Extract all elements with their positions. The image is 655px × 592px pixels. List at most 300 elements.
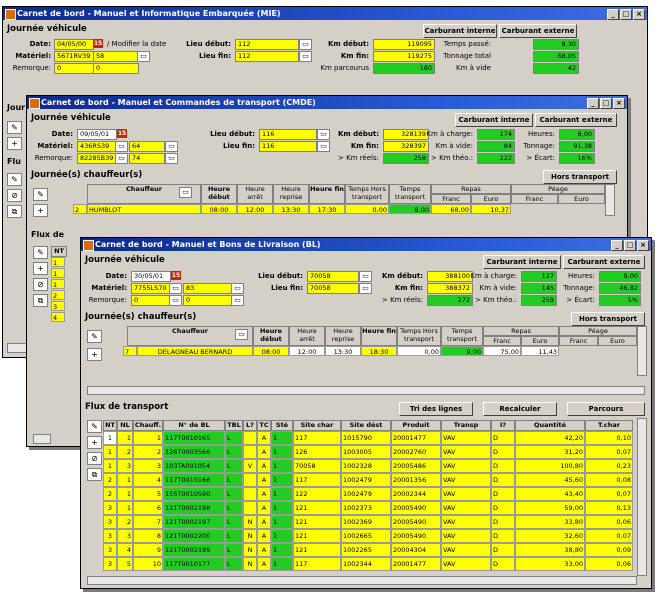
carburant-interne-button[interactable]: Carburant interne — [483, 255, 561, 269]
flux-cell[interactable]: L — [225, 459, 243, 473]
col-temps-hors: Temps Hors transport — [345, 184, 389, 204]
flux-cell[interactable]: 0,10 — [585, 431, 633, 445]
flux-cell[interactable]: 121T0002200 — [163, 529, 225, 543]
flux-cell[interactable]: 117 — [293, 473, 341, 487]
lieu-debut-field[interactable]: 116 — [259, 129, 317, 140]
row-heure-arret[interactable]: 12:00 — [237, 204, 273, 214]
flux-cell[interactable]: 121 — [293, 529, 341, 543]
flux-cell[interactable]: 121 — [293, 515, 341, 529]
heures-field: 8,00 — [559, 129, 595, 140]
flux-cell[interactable]: L — [225, 557, 243, 571]
parcours-button[interactable]: Parcours — [567, 402, 645, 416]
flux-cell[interactable]: 0,13 — [585, 501, 633, 515]
delete-icon[interactable]: ⊘ — [33, 278, 48, 291]
km-reels-label: > Km réels: — [337, 154, 379, 162]
vertical-scrollbar[interactable] — [637, 418, 647, 576]
minimize-button[interactable]: _ — [587, 98, 599, 109]
flux-cell[interactable]: N — [243, 557, 257, 571]
copy-icon[interactable]: ⧉ — [7, 205, 22, 218]
flux-cell[interactable]: 1002369 — [341, 515, 391, 529]
horizontal-scrollbar[interactable] — [87, 386, 645, 395]
col-peage-euro: Euro — [598, 336, 637, 346]
km-debut-label: Km début: — [381, 272, 423, 280]
flux-cell[interactable]: D — [491, 557, 515, 571]
row-heure-arret[interactable]: 12:00 — [289, 346, 325, 356]
copy-icon[interactable]: ⧉ — [33, 294, 48, 307]
km-fin-field[interactable]: 328397 — [383, 141, 429, 152]
flux-cell[interactable]: 3 — [103, 543, 117, 557]
row-temps-hors[interactable]: 0,00 — [397, 346, 441, 356]
nt-cell[interactable]: 4 — [51, 312, 65, 322]
flux-col-header: NT — [103, 420, 117, 431]
flux-cell[interactable]: 1 — [271, 529, 293, 543]
flux-cell[interactable]: 1002665 — [341, 529, 391, 543]
carburant-interne-button[interactable]: Carburant interne — [455, 113, 533, 127]
add-icon[interactable]: + — [87, 348, 102, 361]
flux-cell[interactable]: VAV — [441, 445, 491, 459]
flux-cell[interactable]: 3 — [103, 557, 117, 571]
flux-cell[interactable]: 20005486 — [391, 459, 441, 473]
carburant-externe-button[interactable]: Carburant externe — [563, 255, 645, 269]
flux-cell[interactable]: 3 — [117, 529, 133, 543]
calendar-icon[interactable]: 15 — [93, 40, 103, 47]
edit-icon[interactable]: ✎ — [33, 188, 48, 201]
lieu-fin-field[interactable]: 116 — [259, 141, 317, 152]
flux-cell[interactable]: 7 — [133, 515, 163, 529]
flux-cell[interactable]: VAV — [441, 515, 491, 529]
edit-icon[interactable]: ✎ — [7, 121, 22, 134]
km-fin-field[interactable]: 119275 — [373, 51, 435, 62]
materiel-num-field[interactable]: 64 — [129, 141, 165, 152]
folder-icon[interactable]: ▭ — [169, 283, 182, 294]
row-temps: 9,00 — [441, 346, 483, 356]
nt-cell[interactable]: 3 — [51, 301, 65, 311]
side-section-journee: Jour — [7, 103, 26, 112]
title-bar — [27, 96, 627, 109]
materiel-field[interactable]: 7755LS70 — [131, 283, 171, 294]
flux-cell[interactable]: V — [243, 459, 257, 473]
flux-cell[interactable]: 103TA001054 — [163, 459, 225, 473]
flux-cell[interactable]: 1002328 — [341, 459, 391, 473]
flux-cell[interactable]: D — [491, 543, 515, 557]
flux-cell[interactable]: 38,80 — [515, 543, 585, 557]
edit-icon[interactable]: ✎ — [33, 246, 48, 259]
window-controls — [611, 240, 649, 251]
flux-cell[interactable]: 8 — [133, 529, 163, 543]
remorque-num-field[interactable]: 0 — [93, 63, 139, 74]
flux-cell[interactable]: 1 — [271, 459, 293, 473]
flux-cell[interactable]: 1003005 — [341, 445, 391, 459]
flux-col-header: TBL — [225, 420, 243, 431]
flux-cell[interactable]: 10 — [133, 557, 163, 571]
window-controls — [587, 98, 625, 109]
col-peage-franc: Franc — [511, 194, 558, 204]
title-bar — [81, 238, 651, 251]
flux-cell[interactable]: 3 — [117, 459, 133, 473]
flux-cell[interactable]: A — [257, 445, 271, 459]
add-icon[interactable]: + — [87, 436, 102, 449]
flux-cell[interactable]: 1002344 — [341, 557, 391, 571]
flux-cell[interactable]: A — [257, 529, 271, 543]
flux-cell[interactable]: 122 — [293, 487, 341, 501]
materiel-field[interactable]: 436RS39 — [77, 141, 117, 152]
tri-lignes-button[interactable]: Tri des lignes — [399, 402, 473, 416]
maximize-button[interactable]: □ — [600, 98, 612, 109]
flux-cell[interactable]: 155T0010590 — [163, 487, 225, 501]
folder-icon[interactable]: ▭ — [317, 129, 330, 140]
col-heure-arret: Heure arrêt — [289, 326, 325, 346]
flux-cell[interactable]: A — [257, 557, 271, 571]
flux-cell[interactable]: 121T0002197 — [163, 515, 225, 529]
flux-cell[interactable]: A — [257, 515, 271, 529]
materiel-label: Matériel: — [91, 284, 127, 292]
flux-cell[interactable]: 121 — [293, 543, 341, 557]
temps-passe-label: Temps passé: — [443, 40, 491, 48]
flux-cell[interactable]: D — [491, 515, 515, 529]
flux-cell[interactable]: 1 — [271, 557, 293, 571]
flux-cell[interactable]: N — [243, 529, 257, 543]
km-parcours-label: Km parcourus — [320, 64, 369, 72]
materiel-num-field[interactable]: 83 — [183, 283, 233, 294]
flux-cell[interactable]: 1 — [117, 501, 133, 515]
flux-cell[interactable]: A — [257, 543, 271, 557]
add-icon[interactable]: + — [7, 137, 22, 150]
flux-cell[interactable]: 1 — [117, 487, 133, 501]
tonnage-field: 91,38 — [559, 141, 595, 152]
flux-cell[interactable]: 2 — [117, 515, 133, 529]
flux-cell[interactable]: 20004304 — [391, 543, 441, 557]
flux-cell[interactable]: 2 — [103, 473, 117, 487]
vertical-scrollbar[interactable] — [605, 184, 615, 216]
close-button[interactable]: × — [613, 98, 625, 109]
close-button[interactable]: × — [633, 9, 645, 20]
flux-cell[interactable]: 117 — [293, 431, 341, 445]
flux-cell[interactable]: VAV — [441, 501, 491, 515]
km-reels-field: 272 — [427, 295, 473, 306]
flux-cell[interactable] — [243, 487, 257, 501]
delete-icon[interactable]: ⊘ — [87, 452, 102, 465]
flux-cell[interactable]: 1 — [271, 543, 293, 557]
carburant-externe-button[interactable]: Carburant externe — [535, 113, 617, 127]
add-icon[interactable]: + — [33, 262, 48, 275]
carburant-externe-button[interactable]: Carburant externe — [499, 24, 577, 38]
materiel-field[interactable]: 5671RV39 — [54, 51, 94, 62]
folder-icon[interactable]: ▭ — [169, 295, 182, 306]
flux-cell[interactable]: 70058 — [293, 459, 341, 473]
date-field[interactable]: 30/05/01 — [131, 271, 171, 282]
flux-cell[interactable]: 0,07 — [585, 529, 633, 543]
lieu-debut-field[interactable]: 70058 — [307, 271, 359, 282]
calendar-icon[interactable]: 15 — [171, 272, 181, 279]
flux-cell[interactable]: 0,23 — [585, 459, 633, 473]
flux-cell[interactable]: VAV — [441, 473, 491, 487]
folder-icon[interactable]: ▭ — [137, 51, 150, 62]
folder-icon[interactable]: ▭ — [231, 283, 244, 294]
flux-cell[interactable]: 1 — [117, 473, 133, 487]
flux-cell[interactable]: 121 — [293, 501, 341, 515]
add-icon[interactable]: + — [33, 204, 48, 217]
flux-cell[interactable]: 0,09 — [585, 543, 633, 557]
flux-cell[interactable]: 31,20 — [515, 445, 585, 459]
flux-cell[interactable]: 3 — [133, 459, 163, 473]
horizontal-scrollbar[interactable] — [33, 434, 51, 444]
folder-icon[interactable]: ▭ — [359, 271, 372, 282]
flux-cell[interactable]: 117 — [293, 557, 341, 571]
km-debut-field[interactable]: 388100 — [427, 271, 473, 282]
km-vide-field: 42 — [533, 63, 579, 74]
flux-cell[interactable]: 45,60 — [515, 473, 585, 487]
flux-cell[interactable]: 1002265 — [341, 543, 391, 557]
edit-icon[interactable]: ✎ — [7, 173, 22, 186]
flux-cell[interactable]: 0,07 — [585, 487, 633, 501]
flux-cell[interactable]: 6 — [133, 501, 163, 515]
flux-cell[interactable]: 42,20 — [515, 431, 585, 445]
flux-cell[interactable]: 100,80 — [515, 459, 585, 473]
flux-cell[interactable]: 1 — [271, 445, 293, 459]
flux-cell[interactable]: A — [257, 501, 271, 515]
col-heure-arret: Heure arrêt — [237, 184, 273, 204]
flux-cell[interactable]: 3 — [103, 529, 117, 543]
flux-cell[interactable]: A — [257, 431, 271, 445]
flux-col-header: Produit — [391, 420, 441, 431]
flux-cell[interactable]: D — [491, 529, 515, 543]
copy-icon[interactable]: ⧉ — [87, 468, 102, 481]
flux-cell[interactable]: 0,06 — [585, 557, 633, 571]
nt-cell[interactable]: 1 — [51, 257, 65, 267]
folder-icon[interactable]: ▭ — [115, 153, 128, 164]
km-debut-field[interactable]: 119095 — [373, 39, 435, 50]
row-heure-reprise[interactable]: 13:30 — [325, 346, 361, 356]
flux-cell[interactable]: 1 — [271, 473, 293, 487]
flux-cell[interactable]: 1 — [271, 515, 293, 529]
flux-cell[interactable]: 117T0010166 — [163, 473, 225, 487]
flux-cell[interactable]: L — [225, 515, 243, 529]
row-repas-euro: 11,43 — [521, 346, 559, 356]
folder-icon[interactable]: ▭ — [165, 153, 178, 164]
folder-icon[interactable]: ▭ — [115, 141, 128, 152]
flux-cell[interactable]: VAV — [441, 543, 491, 557]
flux-cell[interactable]: A — [257, 459, 271, 473]
flux-cell[interactable]: 5 — [117, 557, 133, 571]
row-heure-fin[interactable]: 17:30 — [309, 204, 345, 214]
remorque-label: Remorque: — [12, 64, 51, 72]
col-repas-franc: Franc — [483, 336, 521, 346]
flux-cell[interactable]: 5 — [133, 487, 163, 501]
flux-cell[interactable]: 4 — [133, 473, 163, 487]
flux-cell[interactable]: 20001477 — [391, 557, 441, 571]
flux-cell[interactable]: 20005490 — [391, 501, 441, 515]
flux-cell[interactable]: D — [491, 445, 515, 459]
row-heure-debut[interactable]: 08:00 — [201, 204, 237, 214]
flux-cell[interactable]: 33,80 — [515, 515, 585, 529]
flux-cell[interactable]: 1015790 — [341, 431, 391, 445]
row-temps-hors[interactable]: 0,00 — [345, 204, 389, 214]
horizontal-scrollbar[interactable] — [87, 576, 637, 585]
materiel-num-field[interactable]: 58 — [93, 51, 139, 62]
hors-transport-button[interactable]: Hors transport — [543, 170, 617, 184]
maximize-button[interactable]: □ — [620, 9, 632, 20]
flux-cell[interactable]: 117T0010177 — [163, 557, 225, 571]
folder-icon[interactable]: ▭ — [231, 295, 244, 306]
edit-icon[interactable]: ✎ — [87, 330, 102, 343]
materiel-label: Matériel: — [37, 142, 73, 150]
flux-cell[interactable]: 0,06 — [585, 515, 633, 529]
flux-cell[interactable]: 1 — [271, 487, 293, 501]
flux-cell[interactable]: VAV — [441, 557, 491, 571]
flux-cell[interactable]: 117T0010165 — [163, 431, 225, 445]
flux-cell[interactable]: 1 — [271, 431, 293, 445]
col-repas-euro: Euro — [521, 336, 559, 346]
flux-cell[interactable] — [243, 431, 257, 445]
folder-icon[interactable]: ▭ — [165, 141, 178, 152]
flux-cell[interactable]: 33,00 — [515, 557, 585, 571]
nt-cell[interactable]: 2 — [51, 290, 65, 300]
flux-cell[interactable]: 2 — [103, 487, 117, 501]
col-peage-franc: Franc — [559, 336, 598, 346]
nt-cell[interactable]: 1 — [51, 279, 65, 289]
row-chauffeur[interactable]: DELAGNEAU BERNARD — [137, 346, 253, 356]
flux-cell[interactable]: 0,07 — [585, 445, 633, 459]
flux-cell[interactable]: 121T0002199 — [163, 543, 225, 557]
remorque-num-field[interactable]: 0 — [183, 295, 233, 306]
flux-col-header: Chauff. — [134, 421, 162, 429]
flux-cell[interactable]: L — [225, 431, 243, 445]
calendar-icon[interactable]: 15 — [117, 130, 127, 137]
flux-cell[interactable]: 1 — [271, 501, 293, 515]
lieu-fin-label: Lieu fin: — [223, 142, 255, 150]
row-chauffeur[interactable]: HUMBLOT — [87, 204, 201, 214]
flux-cell[interactable]: 126T0003566 — [163, 445, 225, 459]
flux-cell[interactable]: 1 — [117, 431, 133, 445]
folder-icon[interactable]: ▭ — [179, 187, 192, 198]
km-fin-field[interactable]: 388372 — [427, 283, 473, 294]
flux-cell[interactable]: 1 — [103, 431, 117, 445]
flux-cell[interactable]: 3 — [103, 501, 117, 515]
folder-icon[interactable]: ▭ — [299, 39, 312, 50]
flux-cell[interactable]: 3 — [103, 515, 117, 529]
remorque-field[interactable]: 0 — [54, 63, 94, 74]
row-number[interactable]: 2 — [73, 204, 87, 214]
flux-cell[interactable]: 2 — [117, 445, 133, 459]
flux-cell[interactable]: VAV — [441, 459, 491, 473]
flux-cell[interactable]: N — [243, 515, 257, 529]
flux-cell[interactable]: D — [491, 431, 515, 445]
flux-cell[interactable]: 1002479 — [341, 487, 391, 501]
flux-cell[interactable]: 20002344 — [391, 487, 441, 501]
row-repas-franc[interactable]: 68,00 — [431, 204, 471, 214]
flux-cell[interactable]: VAV — [441, 487, 491, 501]
lieu-debut-field[interactable]: 112 — [235, 39, 299, 50]
flux-col-header: I? — [491, 420, 515, 431]
flux-cell[interactable]: N — [243, 543, 257, 557]
minimize-button[interactable]: _ — [607, 9, 619, 20]
flux-cell[interactable] — [243, 501, 257, 515]
minimize-button[interactable]: _ — [611, 240, 623, 251]
flux-cell[interactable]: 1 — [103, 445, 117, 459]
row-heure-reprise[interactable]: 13:30 — [273, 204, 309, 214]
flux-cell[interactable]: 1002373 — [341, 501, 391, 515]
folder-icon[interactable]: ▭ — [359, 283, 372, 294]
flux-cell[interactable]: VAV — [441, 529, 491, 543]
row-repas-franc[interactable]: 75,00 — [483, 346, 521, 356]
flux-cell[interactable]: L — [225, 543, 243, 557]
flux-cell[interactable]: D — [491, 501, 515, 515]
window-controls — [607, 9, 645, 20]
flux-cell[interactable]: 2 — [133, 445, 163, 459]
row-heure-debut[interactable]: 08:00 — [253, 346, 289, 356]
lieu-fin-field[interactable]: 112 — [235, 51, 299, 62]
flux-cell[interactable]: A — [257, 487, 271, 501]
flux-cell[interactable]: L — [225, 445, 243, 459]
flux-cell[interactable]: 121T0002198 — [163, 501, 225, 515]
flux-cell[interactable]: L — [225, 501, 243, 515]
flux-cell[interactable]: 59,00 — [515, 501, 585, 515]
km-theo-field: 222 — [477, 153, 515, 164]
flux-cell[interactable]: 0,08 — [585, 473, 633, 487]
row-number[interactable]: 7 — [123, 346, 137, 356]
flux-cell[interactable]: 20005490 — [391, 529, 441, 543]
flux-cell[interactable] — [243, 473, 257, 487]
folder-icon[interactable]: ▭ — [317, 141, 330, 152]
flux-cell[interactable]: L — [225, 529, 243, 543]
lieu-fin-label: Lieu fin: — [199, 52, 231, 60]
flux-cell[interactable]: 126 — [293, 445, 341, 459]
flux-cell[interactable]: L — [225, 487, 243, 501]
flux-cell[interactable]: 1 — [103, 459, 117, 473]
flux-cell[interactable]: 20005490 — [391, 515, 441, 529]
remorque-field[interactable]: 8228SB39 — [77, 153, 117, 164]
flux-cell[interactable]: A — [257, 473, 271, 487]
flux-cell[interactable]: 1 — [133, 431, 163, 445]
flux-cell[interactable]: 1002479 — [341, 473, 391, 487]
edit-icon[interactable]: ✎ — [87, 420, 102, 433]
modifier-date-link[interactable]: / Modifier la date — [107, 40, 167, 48]
folder-icon[interactable]: ▭ — [299, 51, 312, 62]
flux-cell[interactable] — [243, 445, 257, 459]
flux-cell[interactable]: 9 — [133, 543, 163, 557]
date-field[interactable]: 04/05/00 — [54, 39, 94, 50]
flux-cell[interactable]: VAV — [441, 431, 491, 445]
flux-cell[interactable]: D — [491, 459, 515, 473]
flux-col-header: Quantité — [515, 420, 585, 431]
carburant-interne-button[interactable]: Carburant interne — [423, 24, 497, 38]
row-heure-fin[interactable]: 18:30 — [361, 346, 397, 356]
hors-transport-button[interactable]: Hors transport — [571, 312, 645, 326]
recalculer-button[interactable]: Recalculer — [483, 402, 557, 416]
flux-col-header: Transp — [441, 420, 491, 431]
flux-cell[interactable]: D — [491, 473, 515, 487]
flux-cell[interactable]: 43,40 — [515, 487, 585, 501]
flux-cell[interactable]: 20001356 — [391, 473, 441, 487]
lieu-fin-field[interactable]: 70058 — [307, 283, 359, 294]
folder-icon[interactable]: ▭ — [235, 329, 248, 340]
flux-cell[interactable]: 32,60 — [515, 529, 585, 543]
flux-cell[interactable]: L — [225, 473, 243, 487]
remorque-field[interactable]: 0 — [131, 295, 171, 306]
flux-cell[interactable]: 20001477 — [391, 431, 441, 445]
nt-cell[interactable]: 1 — [51, 268, 65, 278]
km-debut-field[interactable]: 328139 — [383, 129, 429, 140]
remorque-num-field[interactable]: 74 — [129, 153, 165, 164]
delete-icon[interactable]: ⊘ — [7, 189, 22, 202]
flux-cell[interactable]: 4 — [117, 543, 133, 557]
vertical-scrollbar[interactable] — [637, 326, 647, 376]
date-field[interactable]: 09/05/01 — [77, 129, 117, 140]
flux-cell[interactable]: 20002760 — [391, 445, 441, 459]
close-button[interactable]: × — [637, 240, 649, 251]
maximize-button[interactable]: □ — [624, 240, 636, 251]
flux-cell[interactable]: D — [491, 487, 515, 501]
